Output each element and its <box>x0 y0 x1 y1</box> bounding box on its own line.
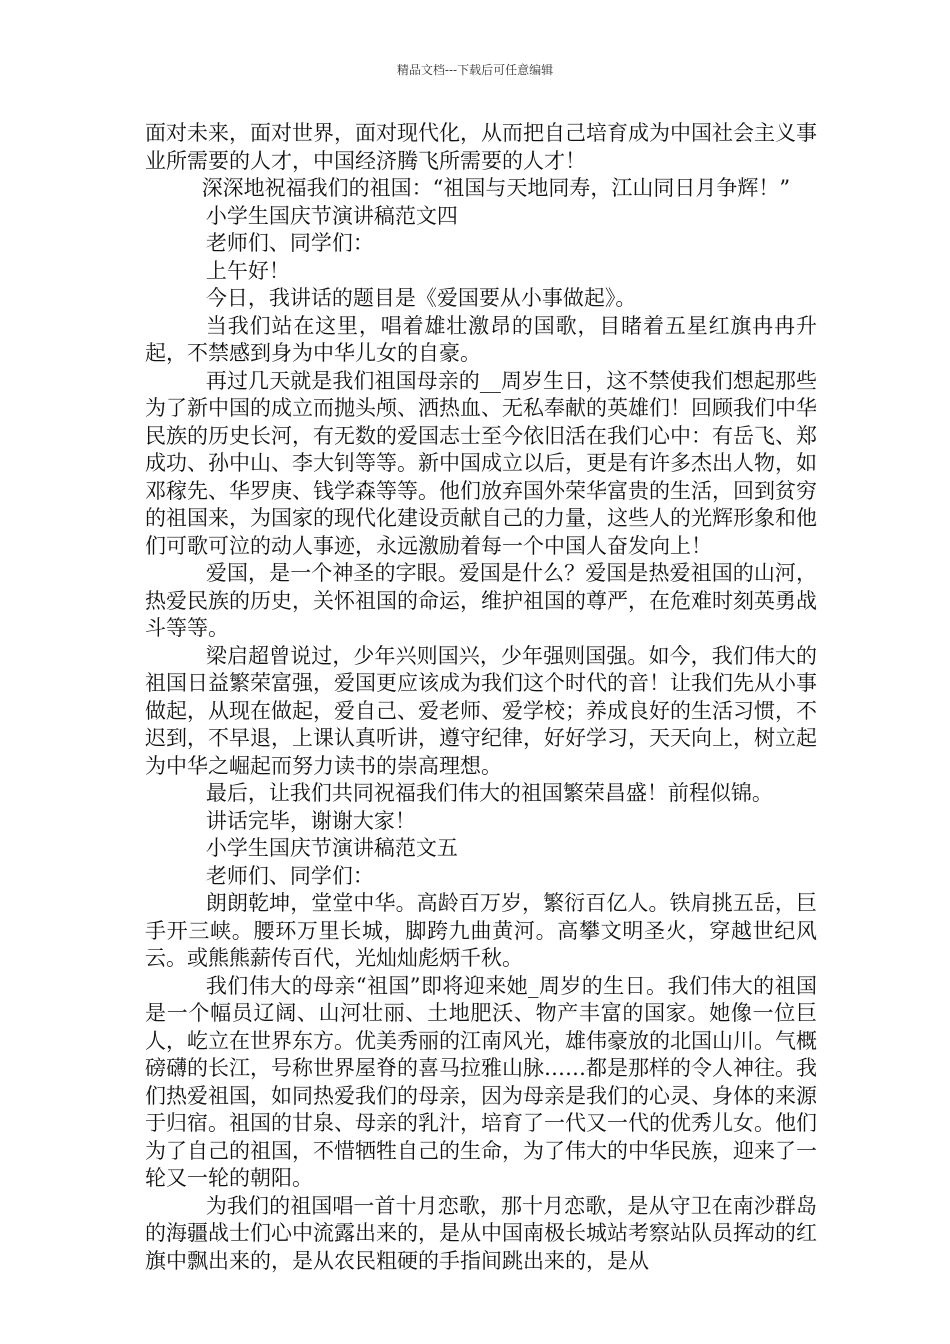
salutation: 老师们、同学们： <box>205 863 374 888</box>
paragraph: 为我们的祖国唱一首十月恋歌，那十月恋歌，是从守卫在南沙群岛的海疆战士们心中流露出来的，是从中国南极长城站考察站队员挥动的红旗中飘出来的，是从农民粗硬的手指间跳出来的，是从 <box>145 1193 817 1273</box>
paragraph: 最后，让我们共同祝福我们伟大的祖国繁荣昌盛！前程似锦。 <box>205 781 773 805</box>
paragraph: 当我们站在这里，唱着雄壮激昂的国歌，目睹着五星红旗冉冉升起，不禁感到身为中华儿女的自豪。 <box>145 313 817 365</box>
paragraph: 爱国，是一个神圣的字眼。爱国是什么？爱国是热爱祖国的山河，热爱民族的历史，关怀祖国的命运，维护祖国的尊严，在危难时刻英勇战斗等等。 <box>145 561 817 640</box>
paragraph: 梁启超曾说过，少年兴则国兴，少年强则国强。如今，我们伟大的祖国日益繁荣富强，爱国更应该成为我们这个时代的音！让我们先从小事做起，从现在做起，爱自己、爱老师、爱学校；养成良好的生活习惯，不迟到，不早退，上课认真听讲，遵守纪律，好好学习，天天向上，树立起为中华之崛起而努力读书的崇高理想。 <box>145 643 817 778</box>
document-body <box>145 120 817 1275</box>
paragraph: 深深地祝福我们的祖国：“祖国与天地同寿，江山同日月争辉！” <box>201 176 791 200</box>
salutation: 老师们、同学们： <box>205 231 374 255</box>
section-heading: 小学生国庆节演讲稿范文四 <box>205 203 458 228</box>
paragraph: 讲话完毕，谢谢大家！ <box>205 808 416 833</box>
paragraph: 再过几天就是我们祖国母亲的__周岁生日，这不禁使我们想起那些为了新中国的成立而抛头颅、洒热血、无私奉献的英雄们！回顾我们中华民族的历史长河，有无数的爱国志士至今依旧活在我们心中：有岳飞、郑成功、孙中山、李大钊等等。新中国成立以后，更是有许多杰出人物，如邓稼先、华罗庚、钱学森等等。他们放弃国外荣华富贵的生活，回到贫穷的祖国来，为国家的现代化建设贡献自己的力量，这些人的光辉形象和他们可歌可泣的动人事迹，永远激励着每一个中国人奋发向上！ <box>145 368 817 558</box>
greeting: 上午好！ <box>205 258 290 283</box>
paragraph: 今日，我讲话的题目是《爱国要从小事做起》。 <box>205 286 637 310</box>
paragraph: 我们伟大的母亲“祖国”即将迎来她_周岁的生日。我们伟大的祖国是一个幅员辽阔、山河壮丽、土地肥沃、物产丰富的国家。她像一位巨人，屹立在世界东方。优美秀丽的江南风光，雄伟豪放的北国山川。气概磅礴的长江，号称世界屋脊的喜马拉雅山脉……都是那样的令人神往。我们热爱祖国，如同热爱我们的母亲，因为母亲是我们的心灵、身体的来源于归宿。祖国的甘泉、母亲的乳汁，培育了一代又一代的优秀儿女。他们为了自己的祖国，不惜牺牲自己的生命，为了伟大的中华民族，迎来了一轮又一轮的朝阳。 <box>145 973 817 1190</box>
paragraph: 面对未来，面对世界，面对现代化，从而把自己培育成为中国社会主义事业所需要的人才，中国经济腾飞所需要的人才！ <box>145 121 817 173</box>
paragraph: 朗朗乾坤，堂堂中华。高龄百万岁，繁衍百亿人。铁肩挑五岳，巨手开三峡。腰环万里长城，脚跨九曲黄河。高攀文明圣火，穿越世纪风云。或熊熊薪传百代，光灿灿彪炳千秋。 <box>145 891 817 970</box>
section-heading: 小学生国庆节演讲稿范文五 <box>205 836 458 860</box>
page-header: 精品文档---下载后可任意编辑 <box>396 63 554 77</box>
